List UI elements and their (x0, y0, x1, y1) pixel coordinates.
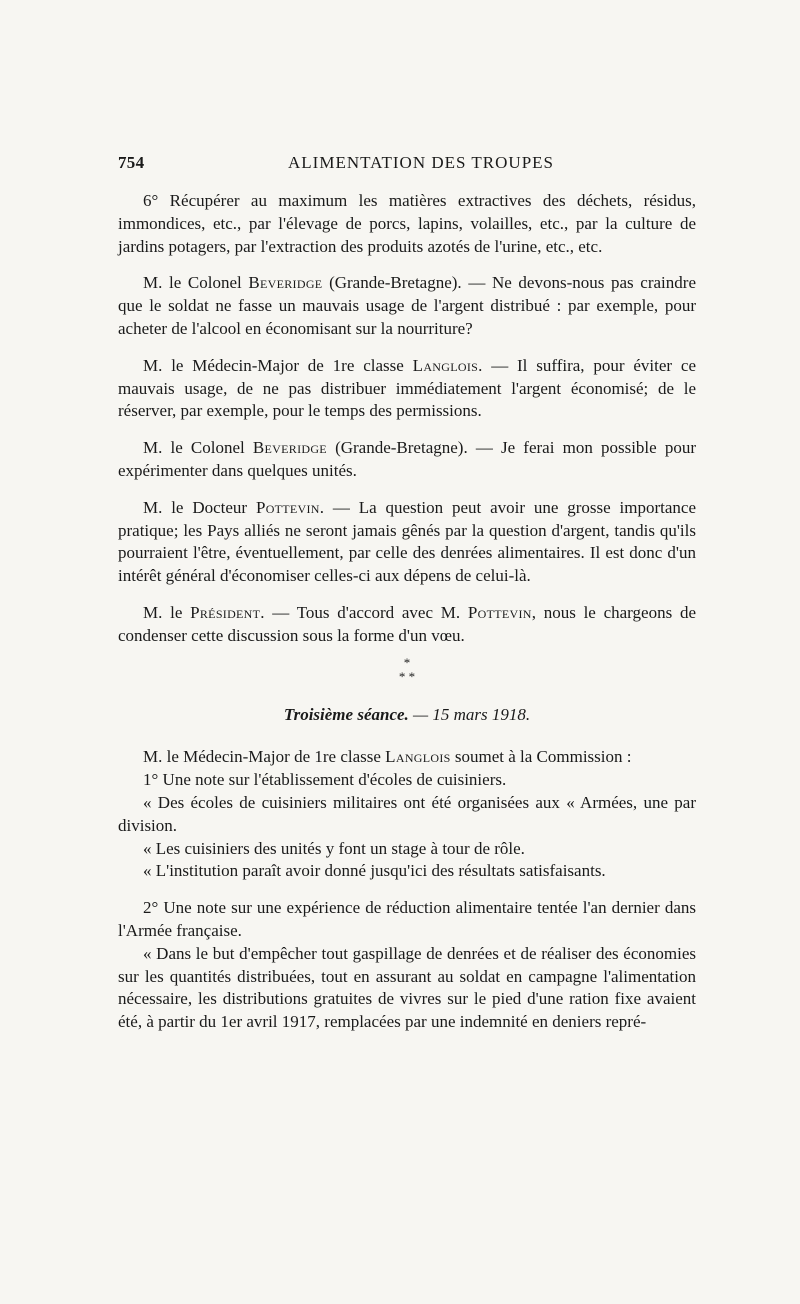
session-date: — 15 mars 1918. (408, 704, 531, 724)
paragraph-text: 2° Une note sur une expérience de réduction alimentaire tentée l'an dernier dans l'Armée française. (118, 898, 696, 940)
speaker-name: Beveridge (248, 273, 323, 293)
person-name: Pottevin (467, 602, 532, 622)
speaker-name: Président (190, 602, 261, 622)
paragraph-langlois-1 (118, 355, 696, 423)
speaker-name: Pottevin (255, 497, 320, 517)
paragraph-text: « L'institution paraît avoir donné jusqu'ici des résultats satisfaisants. (143, 861, 606, 881)
paragraph-text: « Dans le but d'empêcher tout gaspillage de denrées et de réaliser des économies sur les quantités distribuées, tout en assurant au soldat en campagne l'alimentation nécessaire, les distributions gratuites de vivres sur le pied d'une ration fixe avaient été, à partir du 1er avril 1917, remplacées par une indemnité en deniers repré- (118, 943, 696, 1032)
paragraph-text: « Des écoles de cuisiniers militaires ont été organisées aux « Armées, une par division. (118, 792, 696, 835)
quote-line-4 (118, 943, 696, 1034)
speaker-name: Beveridge (252, 438, 327, 458)
paragraph-text: (Grande-Bretagne). — Ne devons-nous pas craindre que le soldat ne fasse un mauvais usage de l'argent distribué : par exemple, pour acheter de l'alcool en économisant sur la nourriture? (118, 273, 696, 338)
running-title: ALIMENTATION DES TROUPES (288, 153, 554, 172)
paragraph-langlois-2 (118, 746, 696, 769)
speaker-name: Langlois (385, 747, 451, 767)
speaker-title: M. le (143, 602, 191, 622)
paragraph-text: (Grande-Bretagne). — Je ferai mon possible pour expérimenter dans quelques unités. (118, 438, 696, 480)
speaker-title: M. le Médecin-Major de 1re classe (143, 747, 386, 767)
paragraph-text: . — La question peut avoir une grosse importance pratique; les Pays alliés ne seront jamais gênés par la question d'argent, tandis qu'ils pourraient l'être, éventuellement, par celle des denrées alimentaires. Il est donc d'un intérêt général d'économiser celles-ci aux dépens de celui-là. (118, 497, 697, 586)
paragraph-beveridge-1 (118, 272, 696, 340)
paragraph-text: , nous le chargeons de condenser cette discussion sous la forme d'un vœu. (118, 602, 696, 645)
speaker-title: M. le Médecin-Major de 1re classe (143, 355, 413, 375)
page-number: 754 (118, 153, 145, 172)
quote-line-2 (118, 838, 696, 861)
paragraph-text: « Les cuisiniers des unités y font un stage à tour de rôle. (143, 838, 525, 858)
paragraph-note-1 (118, 769, 696, 792)
paragraph-text: . — Tous d'accord avec M. (260, 602, 468, 622)
paragraph-item-6 (118, 190, 696, 258)
paragraph-text: 6° Récupérer au maximum les matières extractives des déchets, résidus, immondices, etc., par l'élevage de porcs, lapins, volailles, etc., par la culture de jardins potagers, par l'extraction des produits azotés de l'urine, etc., etc. (118, 191, 696, 256)
session-label: Troisième séance. (283, 704, 409, 724)
speaker-name: Langlois (412, 355, 479, 375)
speaker-title: M. le Colonel (143, 273, 249, 293)
paragraph-note-2 (118, 897, 696, 943)
paragraph-text: 1° Une note sur l'établissement d'écoles de cuisiniers. (143, 770, 507, 790)
paragraph-text: soumet à la Commission : (450, 747, 632, 767)
session-heading (118, 704, 696, 727)
quote-line-1 (118, 792, 696, 838)
paragraph-president (118, 602, 696, 648)
paragraph-text: . — Il suffira, pour éviter ce mauvais usage, de ne pas distribuer immédiatement l'argent économisé; de le réserver, par exemple, pour le temps des permissions. (118, 355, 696, 421)
quote-line-3 (118, 860, 696, 883)
paragraph-pottevin (118, 497, 696, 588)
speaker-title: M. le Docteur (143, 497, 256, 517)
page-body (118, 190, 696, 1034)
section-separator-stars: * * * (398, 654, 416, 684)
paragraph-beveridge-2 (118, 437, 696, 483)
speaker-title: M. le Colonel (143, 438, 253, 458)
